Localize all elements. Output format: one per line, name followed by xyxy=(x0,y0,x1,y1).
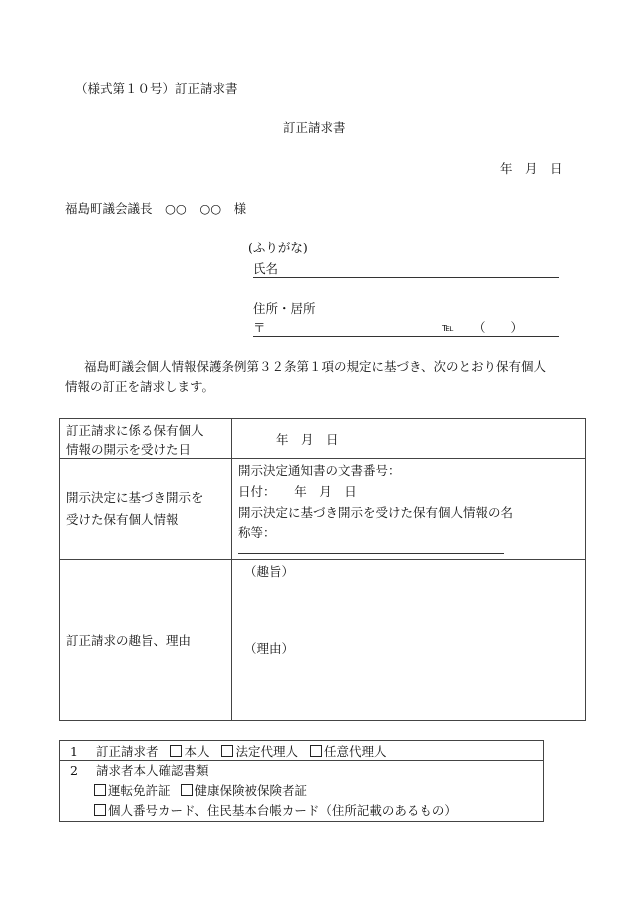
table-row-disclosed-info xyxy=(60,459,586,560)
notice-date: 日付： 年 月 日 xyxy=(238,484,357,499)
disclosed-info-label-cell xyxy=(60,459,232,560)
checklist-row-requester xyxy=(60,741,544,761)
checkbox-self[interactable] xyxy=(170,745,182,757)
tel-label: ℡ xyxy=(442,321,454,334)
disclosed-info-name-line2: 称等： xyxy=(238,525,276,540)
purpose-reason-value-cell[interactable] xyxy=(232,560,586,721)
option-self-label: 本人 xyxy=(184,743,210,759)
document-title: 訂正請求書 xyxy=(283,120,346,135)
notice-document-number: 開示決定通知書の文書番号： xyxy=(238,463,401,478)
body-text-line2: 情報の訂正を請求します。 xyxy=(65,379,215,394)
name-field-line[interactable] xyxy=(253,277,559,278)
id-documents-cell xyxy=(60,761,544,822)
date-line: 年 月 日 xyxy=(500,161,563,176)
checkbox-voluntary-representative[interactable] xyxy=(310,745,322,757)
address-label: 住所・居所 xyxy=(253,301,316,316)
disclosed-info-value-cell[interactable] xyxy=(232,459,586,560)
option-health-insurance-card-label: 健康保険被保険者証 xyxy=(194,783,308,798)
requester-cell xyxy=(60,741,544,761)
form-number-label: （様式第１０号）訂正請求書 xyxy=(75,81,238,96)
item1-number: 1 xyxy=(70,743,78,759)
disclosure-date-value[interactable]: 年 月 日 xyxy=(232,419,586,459)
item2-number: 2 xyxy=(70,763,78,778)
option-drivers-license-label: 運転免許証 xyxy=(108,783,171,798)
table-row-disclosure-date xyxy=(60,419,586,459)
checklist-row-id-documents xyxy=(60,761,544,822)
name-label: 氏名 xyxy=(253,261,279,276)
disclosed-info-name-line1: 開示決定に基づき開示を受けた保有個人情報の名 xyxy=(238,505,514,520)
purpose-label: （趣旨） xyxy=(244,564,295,579)
disclosed-info-name-line[interactable] xyxy=(238,553,504,554)
disclosure-date-label-line1: 訂正請求に係る保有個人 xyxy=(66,422,204,438)
disclosure-date-label-line2: 情報の開示を受けた日 xyxy=(66,441,192,457)
purpose-reason-label: 訂正請求の趣旨、理由 xyxy=(60,560,232,721)
tel-paren: （ ） xyxy=(473,320,524,335)
disclosure-date-label-cell xyxy=(60,419,232,459)
table-row-purpose-reason xyxy=(60,560,586,721)
item2-label: 請求者本人確認書類 xyxy=(95,763,209,778)
requester-checklist-table xyxy=(59,740,544,822)
checkbox-health-insurance-card[interactable] xyxy=(181,784,193,796)
option-my-number-card-label: 個人番号カード、住民基本台帳カード（住所記載のあるもの） xyxy=(108,803,457,818)
option-legal-representative-label: 法定代理人 xyxy=(235,743,298,759)
furigana-label: (ふりがな) xyxy=(248,240,308,255)
option-voluntary-representative-label: 任意代理人 xyxy=(324,743,387,759)
address-field-line[interactable] xyxy=(253,336,559,337)
checkbox-my-number-card[interactable] xyxy=(94,804,106,816)
disclosed-info-label-line2: 受けた保有個人情報 xyxy=(66,512,179,527)
body-text-line1: 福島町議会個人情報保護条例第３２条第１項の規定に基づき、次のとおり保有個人 xyxy=(84,359,547,374)
addressee: 福島町議会議長 ○○ ○○ 様 xyxy=(65,201,247,216)
disclosed-info-label-line1: 開示決定に基づき開示を xyxy=(66,490,204,505)
checkbox-drivers-license[interactable] xyxy=(94,784,106,796)
postal-mark: 〒 xyxy=(253,320,266,335)
item1-label: 訂正請求者 xyxy=(95,743,159,759)
checkbox-legal-representative[interactable] xyxy=(221,745,233,757)
request-details-table xyxy=(59,418,586,721)
reason-label: （理由） xyxy=(244,641,295,656)
